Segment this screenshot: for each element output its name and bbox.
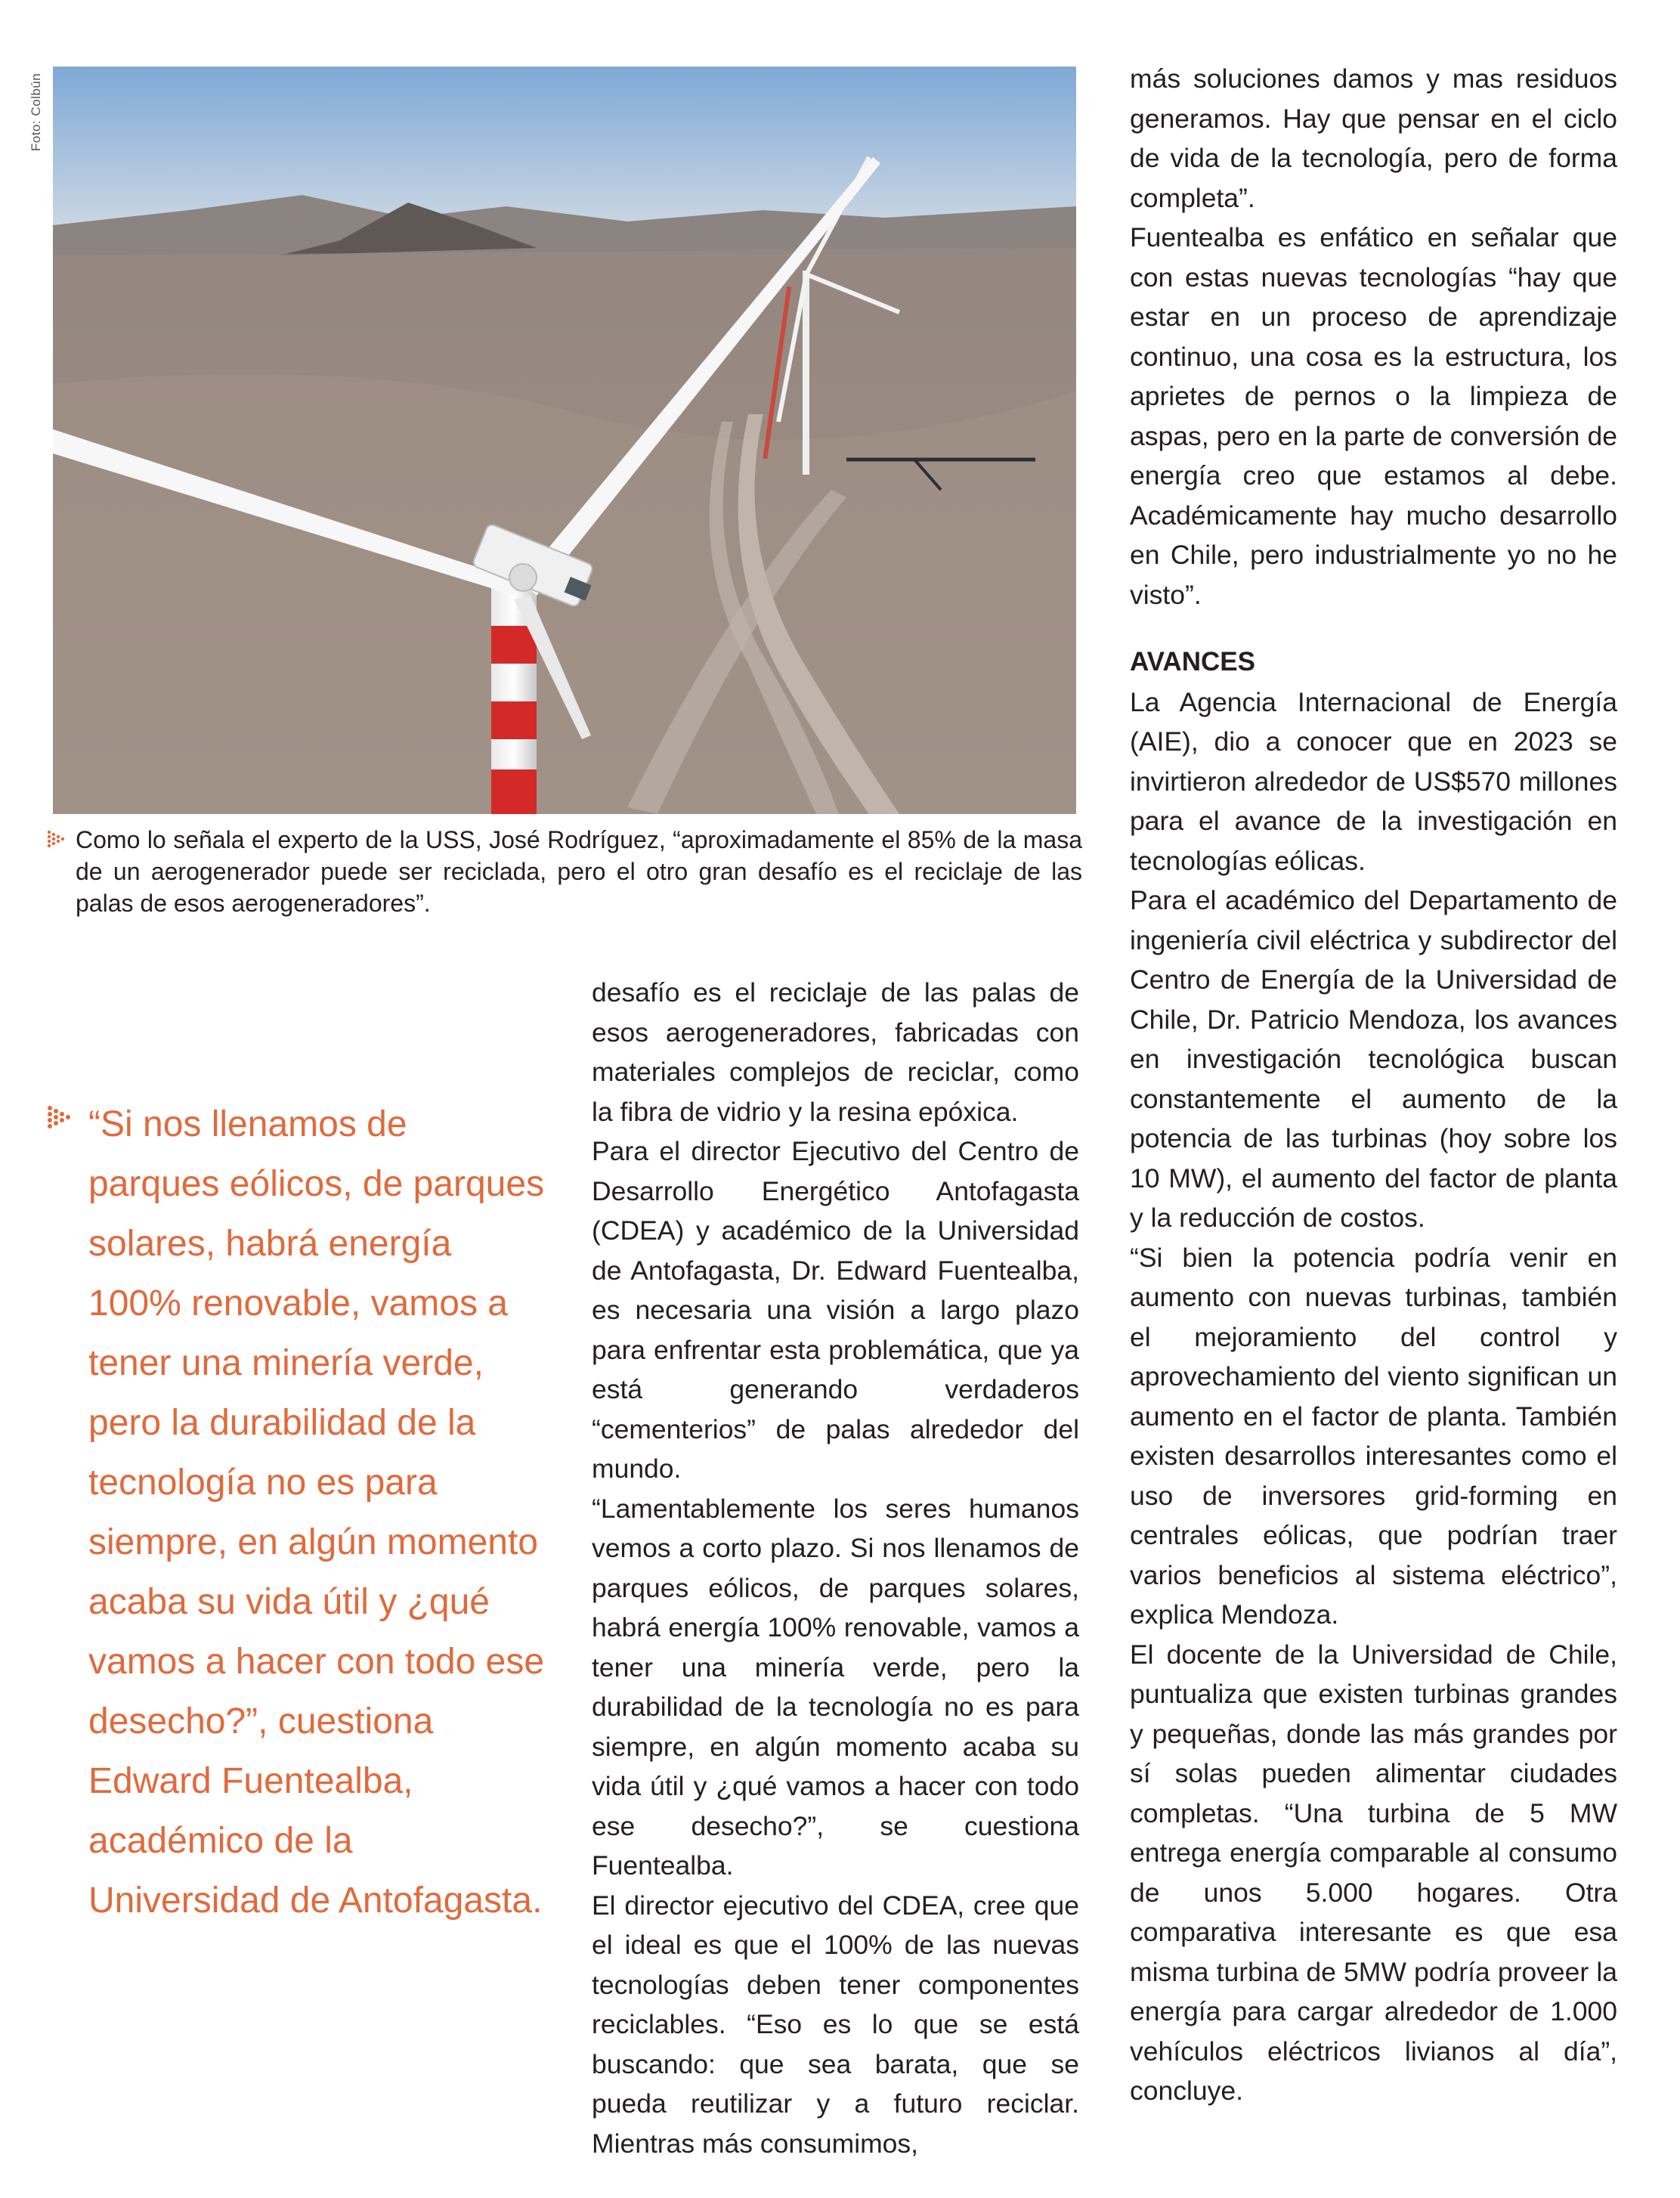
paragraph: “Si bien la potencia podría venir en aumento con nuevas turbinas, también el mejoramiento del control y aprovechamiento del viento significan un aumento en el factor de planta. También existen desarrollos interesantes como el uso de inversores grid-forming en centrales eólicas, que podrían traer varios beneficios al sistema eléctrico”, explica Mendoza. [1130,1242,1617,1630]
article-column-middle [592,973,1079,2163]
photo-credit-text: Foto: Colbún [29,73,43,151]
bullet-dots-icon [47,1105,77,1132]
paragraph: Para el director Ejecutivo del Centro de Desarrollo Energético Antofagasta (CDEA) y académico de la Universidad de Antofagasta, Dr. Edward Fuentealba, es necesaria una visión a largo plazo para enfrentar esta problemática, que ya está generando verdaderos “cementerios” de palas alrededor del mundo. [592,1136,1079,1484]
wind-turbine-photo [53,67,1076,814]
paragraph: desafío es el reciclaje de las palas de esos aerogeneradores, fabricadas con materiales complejos de reciclar, como la fibra de vidrio y la resina epóxica. [592,977,1079,1127]
photo-caption [47,824,1082,919]
paragraph: La Agencia Internacional de Energía (AIE), dio a conocer que en 2023 se invirtieron alrededor de US$570 millones para el avance de la investigación en tecnologías eólicas. [1130,686,1617,876]
paragraph: El director ejecutivo del CDEA, cree que el ideal es que el 100% de las nuevas tecnologías deben tener componentes reciclables. “Eso es lo que se está buscando: que sea barata, que se pueda reutilizar y a futuro reciclar. Mientras más consumimos, [592,1890,1079,2159]
bullet-dots-icon [47,830,70,850]
paragraph: “Lamentablemente los seres humanos vemos a corto plazo. Si nos llenamos de parques eólicos, de parques solares, habrá energía 100% renovable, vamos a tener una minería verde, pero la durabilidad de la tecnología no es para siempre, en algún momento acaba su vida útil y ¿qué vamos a hacer con todo ese desecho?”, se cuestiona Fuentealba. [592,1493,1079,1881]
paragraph: Fuentealba es enfático en señalar que con estas nuevas tecnologías “hay que estar en un proceso de aprendizaje continuo, una cosa es la estructura, los aprietes de pernos o la limpieza de aspas, pero en la parte de conversión de energía creo que estamos al debe. Académicamente hay mucho desarrollo en Chile, pero industrialmente yo no he visto”. [1130,222,1617,610]
section-heading: AVANCES [1130,647,1255,676]
caption-text: Como lo señala el experto de la USS, José Rodríguez, “aproximadamente el 85% de la masa de un aerogenerador puede ser reciclada, pero el otro gran desafío es el reciclaje de las palas de esos aerogeneradores”. [76,826,1082,917]
pull-quote-text: “Si nos llenamos de parques eólicos, de parques solares, habrá energía 100% renovable, vamos a tener una minería verde, pero la durabilidad de la tecnología no es para siempre, en algún momento acaba su vida útil y ¿qué vamos a hacer con todo ese desecho?”, cuestiona Edward Fuentealba, académico de la Universidad de Antofagasta. [88,1104,545,1921]
paragraph: Para el académico del Departamento de ingeniería civil eléctrica y subdirector del Centro de Energía de la Universidad de Chile, Dr. Patricio Mendoza, los avances en investigación tecnológica buscan constantemente el aumento de la potencia de las turbinas (hoy sobre los 10 MW), el aumento del factor de planta y la reducción de costos. [1130,885,1617,1233]
paragraph: más soluciones damos y mas residuos generamos. Hay que pensar en el ciclo de vida de la tecnología, pero de forma completa”. [1130,63,1617,213]
wind-turbine-illustration [53,67,1076,814]
photo-credit [29,68,47,151]
article-column-right [1130,59,1617,2111]
pull-quote [47,1094,546,1930]
paragraph: El docente de la Universidad de Chile, puntualiza que existen turbinas grandes y pequeñas, donde las más grandes por sí solas pueden alimentar ciudades completas. “Una turbina de 5 MW entrega energía comparable al consumo de unos 5.000 hogares. Otra comparativa interesante es que esa misma turbina de 5MW podría proveer la energía para cargar alrededor de 1.000 vehículos eléctricos livianos al día”, concluye. [1130,1639,1617,2106]
